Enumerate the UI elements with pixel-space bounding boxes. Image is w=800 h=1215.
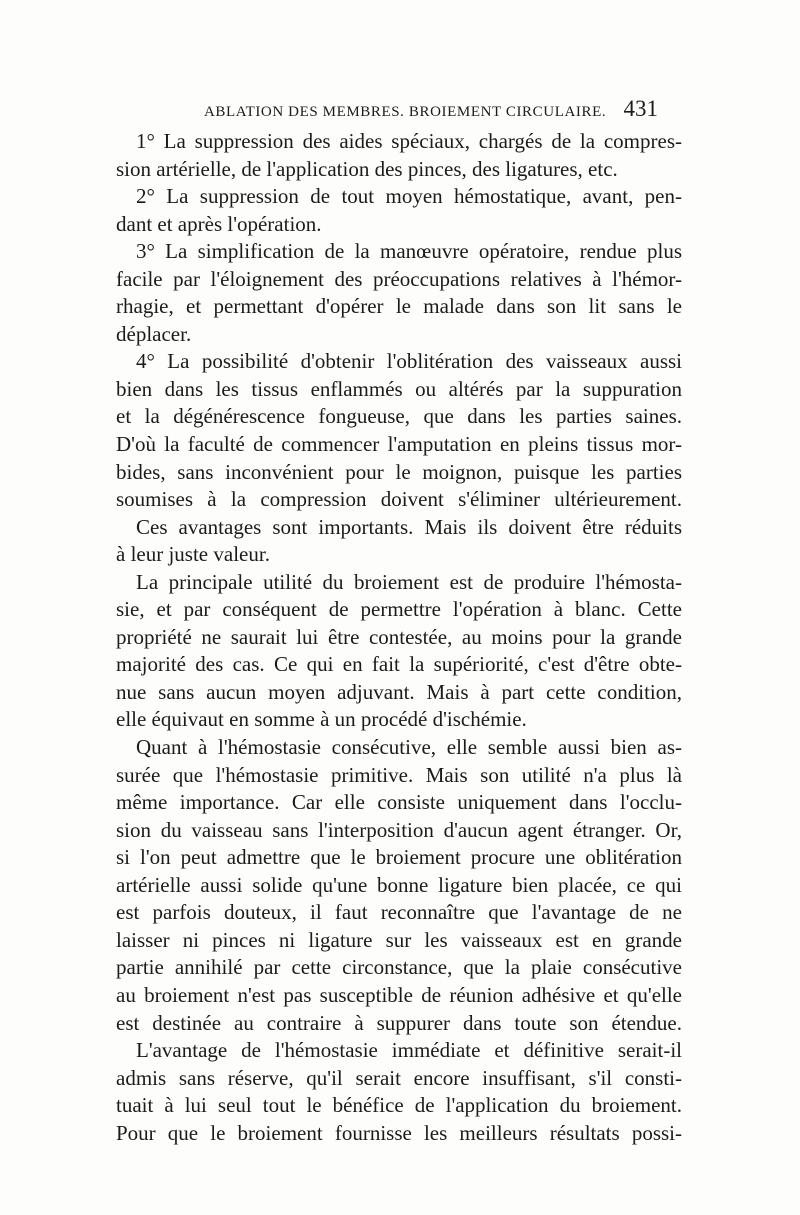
text-line: Pour que le broiement fournisse les meilleurs résultats possi- (116, 1120, 682, 1145)
text-line: admis sans réserve, qu'il serait encore insuffisant, s'il consti- (116, 1065, 682, 1090)
text-line: Ces avantages sont importants. Mais ils doivent être réduits (136, 514, 682, 539)
page-header (204, 96, 658, 126)
text-line: sion du vaisseau sans l'interposition d'aucun agent étranger. Or, (116, 817, 682, 842)
text-line: même importance. Car elle consiste uniquement dans l'occlu- (116, 790, 682, 815)
text-line: propriété ne saurait lui être contestée, au moins pour la grande (116, 624, 682, 649)
text-line: déplacer. (116, 321, 192, 346)
text-line: 1° La suppression des aides spéciaux, chargés de la compres- (136, 129, 682, 153)
text-line: bides, sans inconvénient pour le moignon, puisque les parties (116, 459, 682, 484)
text-line: bien dans les tissus enflammés ou altérés par la suppuration (116, 376, 682, 401)
text-line: si l'on peut admettre que le broiement procure une oblitération (116, 845, 682, 870)
text-line: partie annihilé par cette circonstance, que la plaie consécutive (116, 955, 682, 980)
text-line: sion artérielle, de l'application des pinces, des ligatures, etc. (116, 156, 618, 181)
text-line: facile par l'éloignement des préoccupations relatives à l'hémor- (116, 266, 682, 291)
running-head: ABLATION DES MEMBRES. BROIEMENT CIRCULAIRE. (204, 104, 607, 120)
text-line: à leur juste valeur. (116, 542, 270, 567)
text-line: 2° La suppression de tout moyen hémostatique, avant, pen- (136, 184, 682, 209)
text-line: Quant à l'hémostasie consécutive, elle semble aussi bien as- (136, 735, 682, 760)
text-line: est parfois douteux, il faut reconnaître que l'avantage de ne (116, 900, 682, 925)
text-line: soumises à la compression doivent s'éliminer ultérieurement. (116, 487, 682, 512)
text-line: au broiement n'est pas susceptible de réunion adhésive et qu'elle (116, 982, 682, 1007)
page-number: 431 (623, 96, 658, 121)
text-line: artérielle aussi solide qu'une bonne ligature bien placée, ce qui (116, 872, 682, 897)
text-line: majorité des cas. Ce qui en fait la supériorité, c'est d'être obte- (116, 652, 682, 677)
text-line: est destinée au contraire à suppurer dans toute son étendue. (116, 1010, 682, 1035)
text-line: surée que l'hémostasie primitive. Mais son utilité n'a plus là (116, 762, 682, 787)
text-line: L'avantage de l'hémostasie immédiate et définitive serait-il (136, 1038, 682, 1063)
text-line: D'où la faculté de commencer l'amputation en pleins tissus mor- (116, 432, 682, 457)
body-text (116, 128, 682, 1147)
text-line: elle équivaut en somme à un procédé d'ischémie. (116, 707, 527, 732)
text-line: 4° La possibilité d'obtenir l'oblitération des vaisseaux aussi (136, 349, 682, 374)
text-line: 3° La simplification de la manœuvre opératoire, rendue plus (136, 239, 682, 264)
text-line: laisser ni pinces ni ligature sur les vaisseaux est en grande (116, 927, 682, 952)
text-line: nue sans aucun moyen adjuvant. Mais à part cette condition, (116, 679, 682, 704)
text-line: et la dégénérescence fongueuse, que dans les parties saines. (116, 404, 682, 429)
text-line: rhagie, et permettant d'opérer le malade dans son lit sans le (116, 294, 682, 319)
text-line: sie, et par conséquent de permettre l'opération à blanc. Cette (116, 597, 682, 622)
text-line: La principale utilité du broiement est de produire l'hémosta- (136, 569, 682, 594)
text-line: tuait à lui seul tout le bénéfice de l'application du broiement. (116, 1093, 682, 1118)
text-line: dant et après l'opération. (116, 211, 322, 236)
